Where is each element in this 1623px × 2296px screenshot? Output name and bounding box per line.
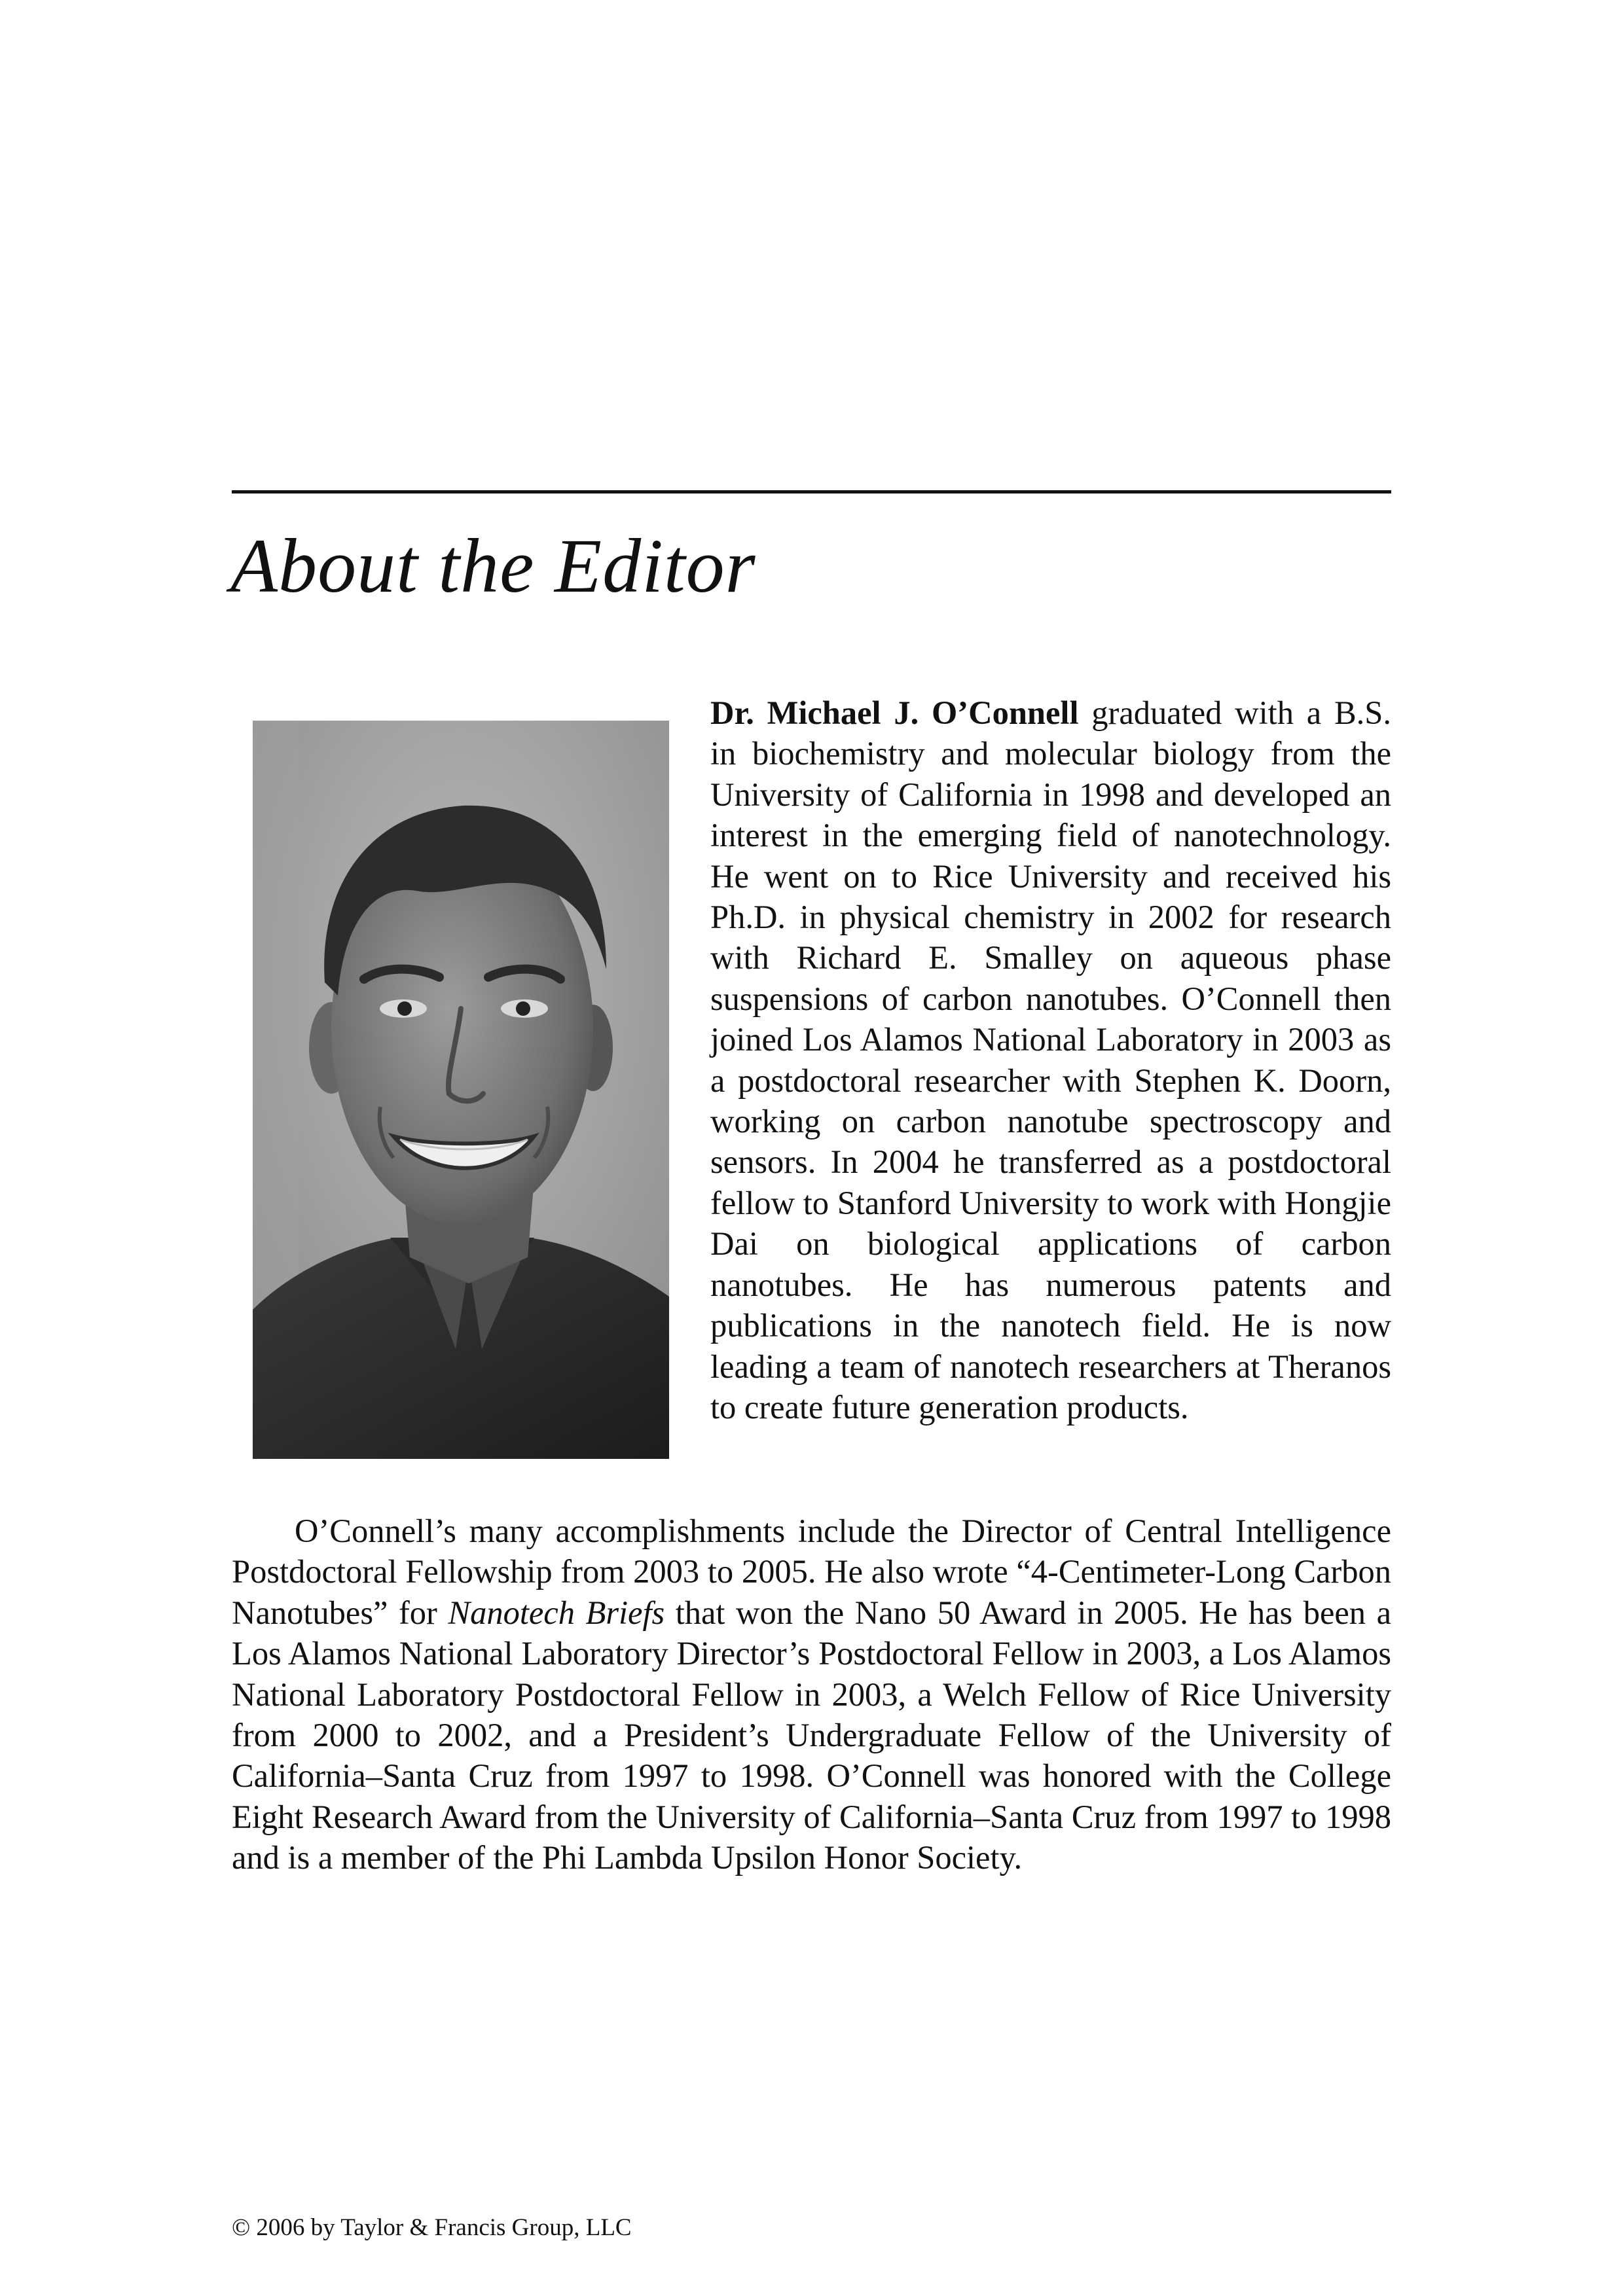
bio-paragraph-1-text: graduated with a B.S. in biochemistry and molecular biology from the University of California in 1998 and developed an interest in the emerging field of nanotechnology. He went on to Rice University and received his Ph.D. in physical chemistry in 2002 for research with Richard E. Smalley on aqueous phase suspensions of carbon nanotubes. O’Connell then joined Los Alamos National Laboratory in 2003 as a postdoctoral researcher with Stephen K. Doorn, working on carbon nanotube spectroscopy and sensors. In 2004 he transferred as a postdoctoral fellow to Stanford University to work with Hongjie Dai on biological applications of carbon nanotubes. He has numerous patents and publications in the nanotech field. He is now leading a team of nanotech researchers at Theranos to create future generation products.: [710, 694, 1391, 1426]
bio-paragraph-2-text-before: O’Connell’s many accomplishments include the Director of Central Intelligence Postdoctoral Fellowship from 2003 to 2005. He also wrote “4-Centimeter-Long Carbon Nanotubes” for: [232, 1513, 1391, 1631]
copyright-notice: © 2006 by Taylor & Francis Group, LLC: [232, 2214, 632, 2241]
bio-paragraph-2: [232, 1511, 1391, 1878]
bio-paragraph-2-text-after: that won the Nano 50 Award in 2005. He has been a Los Alamos National Laboratory Director’s Postdoctoral Fellow in 2003, a Los Alamos National Laboratory Postdoctoral Fellow in 2003, a Welch Fellow of Rice University from 2000 to 2002, and a President’s Undergraduate Fellow of the University of California–Santa Cruz from 1997 to 1998. O’Connell was honored with the College Eight Research Award from the University of California–Santa Cruz from 1997 to 1998 and is a member of the Phi Lambda Upsilon Honor Society.: [232, 1594, 1391, 1876]
bio-paragraph-1: [710, 692, 1391, 1427]
editor-name: Dr. Michael J. O’Connell: [710, 694, 1079, 731]
editor-portrait-photo: [253, 721, 669, 1459]
publication-title: Nanotech Briefs: [448, 1594, 665, 1631]
section-rule: [232, 490, 1391, 493]
section-heading: About the Editor: [230, 523, 756, 609]
